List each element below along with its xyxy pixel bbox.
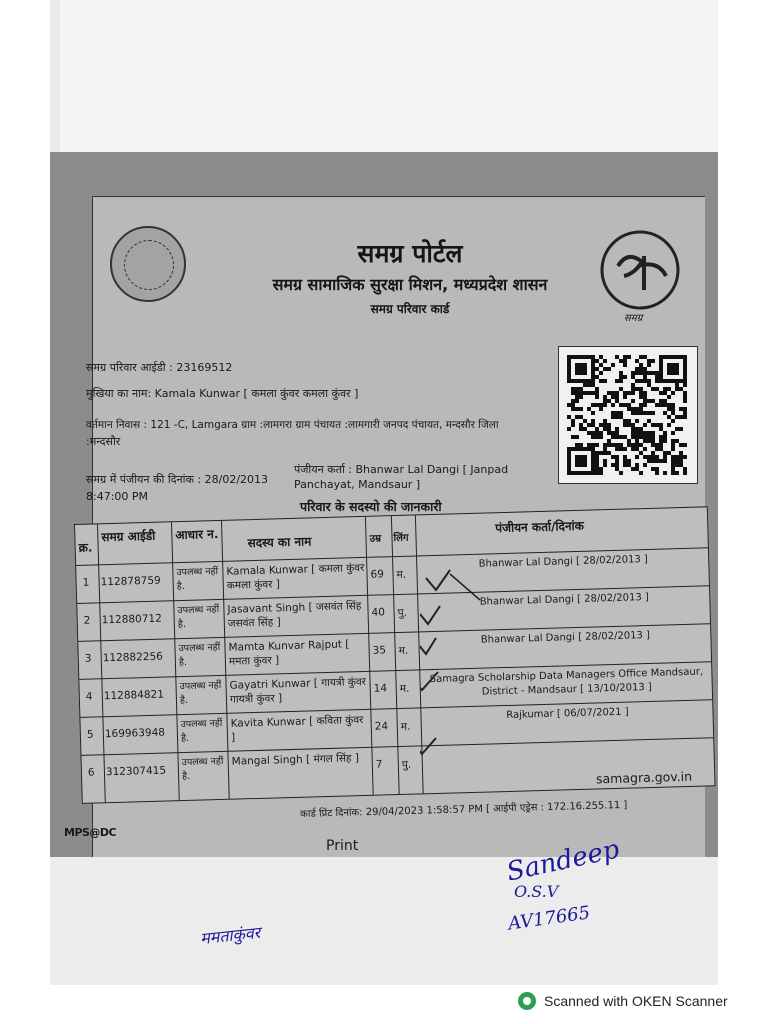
cell-aadhaar: उपलब्ध नहीं है. xyxy=(176,565,219,593)
cell-sno: 2 xyxy=(83,614,91,627)
cell-age: 35 xyxy=(372,644,387,657)
address-line-1: वर्तमान निवास : 121 -C, Lamgara ग्राम :लामगरा ग्राम पंचायत :लामगारी जनपद पंचायत, मन्दसौर जिला xyxy=(86,419,499,431)
card-name: समग्र परिवार कार्ड xyxy=(370,302,450,316)
page-top-area xyxy=(60,0,718,152)
header-samagra-id: समग्र आईडी xyxy=(101,528,156,545)
cell-aadhaar: उपलब्ध नहीं है. xyxy=(177,603,220,631)
cell-gender: पु. xyxy=(397,606,408,619)
cell-gender: म. xyxy=(400,720,411,733)
cell-sno: 6 xyxy=(87,766,95,779)
mpsedc-logo: MPS@DC xyxy=(64,826,117,839)
qr-code-icon xyxy=(558,346,698,484)
cell-aadhaar: उपलब्ध नहीं है. xyxy=(179,679,222,707)
cell-name: Jasavant Singh [ जसवंत सिंह जसवंत सिंह ] xyxy=(227,600,362,630)
cell-name: Mamta Kunvar Rajput [ ममता कुंवर ] xyxy=(228,638,350,668)
members-table xyxy=(74,506,716,804)
cell-id: 112880712 xyxy=(101,612,162,627)
header-aadhaar: आधार न. xyxy=(175,526,219,543)
family-id: समग्र परिवार आईडी : 23169512 xyxy=(86,361,233,374)
mp-govt-seal-icon xyxy=(110,226,186,302)
handwritten-tick-marks xyxy=(420,560,500,770)
samagra-website: samagra.gov.in xyxy=(595,768,693,787)
registration-date: समग्र में पंजीयन की दिनांक : 28/02/2013 xyxy=(86,473,269,486)
registrar-line-2: Panchayat, Mandsaur ] xyxy=(294,478,421,491)
cell-name: Kamala Kunwar [ कमला कुंवर कमला कुंवर ] xyxy=(226,561,365,592)
header-registrar-date: पंजीयन कर्ता/दिनांक xyxy=(495,518,585,536)
cell-age: 24 xyxy=(374,720,389,733)
logo-caption: समग्र xyxy=(624,313,643,324)
registration-time: 8:47:00 PM xyxy=(86,490,149,503)
portal-title: समग्र पोर्टल xyxy=(357,239,463,268)
cell-registrar: Samagra Scholarship Data Managers Office Mandsaur, District - Mandsaur [ 13/10/2013 ] xyxy=(429,666,704,698)
scanner-label: Scanned with OKEN Scanner xyxy=(544,993,728,1009)
cell-registrar: Bhanwar Lal Dangi [ 28/02/2013 ] xyxy=(480,629,651,646)
handwritten-osv: O.S.V xyxy=(514,882,559,901)
handwritten-name: ममताकुंवर xyxy=(199,922,262,949)
cell-name: Mangal Singh [ मंगल सिंह ] xyxy=(231,752,360,768)
cell-gender: म. xyxy=(396,568,407,582)
cell-gender: म. xyxy=(398,644,409,657)
portal-subtitle: समग्र सामाजिक सुरक्षा मिशन, मध्यप्रदेश शासन xyxy=(272,275,548,294)
card-print-date: कार्ड प्रिंट दिनांक: 29/04/2023 1:58:57 PM [ आईपी एड्रेस : 172.16.255.11 ] xyxy=(300,799,628,820)
cell-name: Gayatri Kunwar [ गायत्री कुंवर गायत्री कुंवर ] xyxy=(229,675,367,706)
handwritten-signature: Sandeep xyxy=(504,834,622,888)
cell-registrar: Bhanwar Lal Dangi [ 28/02/2013 ] xyxy=(478,553,648,570)
cell-aadhaar: उपलब्ध नहीं है. xyxy=(178,641,221,669)
header-member-name: सदस्य का नाम xyxy=(247,534,312,551)
cell-age: 7 xyxy=(375,758,383,771)
scanner-logo-icon xyxy=(518,992,536,1010)
cell-id: 112882256 xyxy=(102,650,164,665)
cell-sno: 4 xyxy=(85,690,93,703)
cell-age: 14 xyxy=(373,682,388,695)
scanner-watermark xyxy=(518,990,728,1012)
handwritten-code: AV17665 xyxy=(506,902,592,935)
header-age: उम्र xyxy=(369,533,382,545)
samagra-logo-icon xyxy=(594,226,692,324)
address-line-2: :मन्दसौर xyxy=(86,435,121,448)
family-head: मुखिया का नाम: Kamala Kunwar [ कमला कुंवर कमला कुंवर ] xyxy=(86,387,359,400)
cell-aadhaar: उपलब्ध नहीं है. xyxy=(181,755,224,783)
cell-registrar: Rajkumar [ 06/07/2021 ] xyxy=(506,706,629,722)
registrar-line-1: पंजीयन कर्ता : Bhanwar Lal Dangi [ Janpad xyxy=(294,463,509,476)
print-button[interactable]: Print xyxy=(326,838,359,854)
cell-gender: म. xyxy=(399,682,410,695)
cell-gender: पु. xyxy=(401,758,412,771)
cell-sno: 3 xyxy=(84,652,92,665)
cell-sno: 5 xyxy=(86,728,94,741)
cell-registrar: Bhanwar Lal Dangi [ 28/02/2013 ] xyxy=(479,591,650,608)
cell-id: 112884821 xyxy=(103,688,165,703)
cell-sno: 1 xyxy=(82,576,90,589)
cell-name: Kavita Kunwar [ कविता कुंवर ] xyxy=(230,713,364,744)
header-gender: लिंग xyxy=(393,532,409,545)
cell-id: 112878759 xyxy=(100,574,161,589)
cell-aadhaar: उपलब्ध नहीं है. xyxy=(180,717,223,745)
cell-id: 169963948 xyxy=(104,726,166,741)
cell-id: 312307415 xyxy=(105,764,167,779)
page-bottom-area xyxy=(50,857,718,985)
cell-age: 69 xyxy=(370,568,385,581)
header-sno: क्र. xyxy=(78,540,93,555)
cell-age: 40 xyxy=(371,606,386,619)
members-section-title: परिवार के सदस्यो की जानकारी xyxy=(300,499,442,514)
